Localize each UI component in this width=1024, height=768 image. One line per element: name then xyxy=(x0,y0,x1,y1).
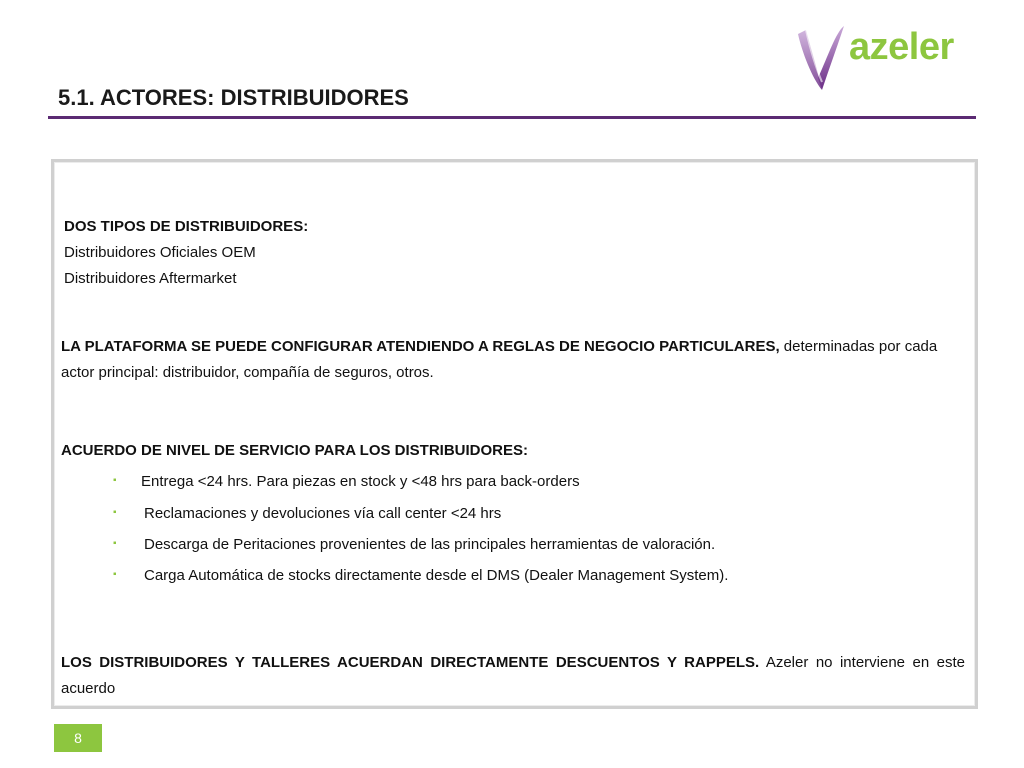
platform-config-rest: determinadas por cada xyxy=(779,338,938,355)
platform-config-line2: actor principal: distribuidor, compañía de seguros, otros. xyxy=(61,364,434,381)
distributor-type-aftermarket: Distribuidores Aftermarket xyxy=(64,270,237,287)
azeler-logo-mark-icon xyxy=(792,20,852,95)
azeler-wordmark: azeler xyxy=(849,26,954,68)
sla-item-3: Descarga de Peritaciones provenientes de las principales herramientas de valoración. xyxy=(144,536,716,553)
closing-rest: Azeler no interviene en este xyxy=(759,654,965,671)
azeler-logo xyxy=(792,20,977,95)
sla-item-1: Entrega <24 hrs. Para piezas en stock y <48 hrs para back-orders xyxy=(141,473,580,490)
bullet-icon: ▪ xyxy=(113,538,117,549)
platform-config-bold: LA PLATAFORMA SE PUEDE CONFIGURAR ATENDIENDO A REGLAS DE NEGOCIO PARTICULARES, xyxy=(61,338,780,355)
distributor-types-heading: DOS TIPOS DE DISTRIBUIDORES: xyxy=(64,218,309,235)
sla-item-2: Reclamaciones y devoluciones vía call center <24 hrs xyxy=(144,505,502,522)
closing-line2: acuerdo xyxy=(61,680,116,697)
bullet-icon: ▪ xyxy=(113,507,117,518)
bullet-icon: ▪ xyxy=(113,569,117,580)
title-divider xyxy=(48,116,976,119)
sla-heading: ACUERDO DE NIVEL DE SERVICIO PARA LOS DISTRIBUIDORES: xyxy=(61,442,528,459)
closing-paragraph xyxy=(61,650,965,676)
sla-item-4: Carga Automática de stocks directamente desde el DMS (Dealer Management System). xyxy=(144,567,729,584)
closing-bold: LOS DISTRIBUIDORES Y TALLERES ACUERDAN DIRECTAMENTE DESCUENTOS Y RAPPELS. xyxy=(61,654,760,671)
page-title: 5.1. ACTORES: DISTRIBUIDORES xyxy=(58,85,409,110)
bullet-icon: ▪ xyxy=(113,475,117,486)
page-number-badge: 8 xyxy=(54,724,102,752)
platform-config-paragraph xyxy=(61,334,967,360)
distributor-type-oem: Distribuidores Oficiales OEM xyxy=(64,244,256,261)
